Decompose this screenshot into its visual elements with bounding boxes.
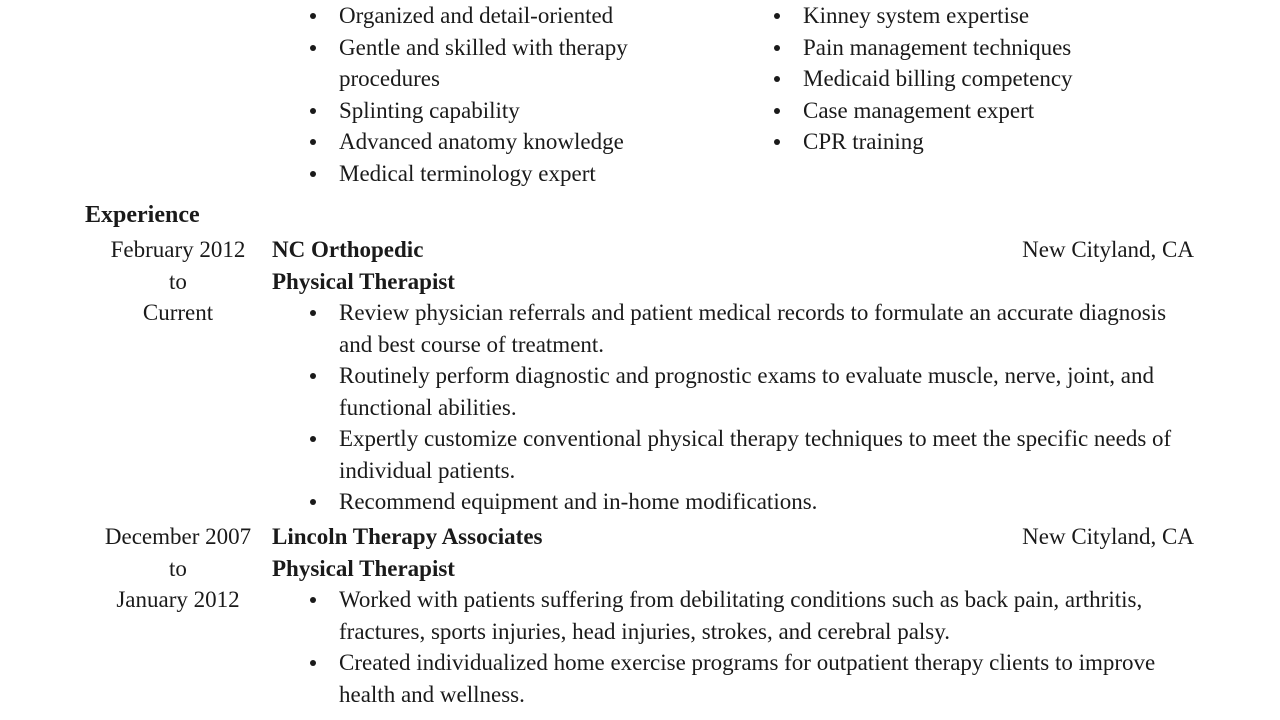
- job-duties: [339, 297, 1189, 518]
- company-name: Lincoln Therapy Associates: [272, 524, 543, 549]
- skill-item: Medicaid billing competency: [803, 63, 1203, 95]
- skill-item: Pain management techniques: [803, 32, 1203, 64]
- duty-item: Recommend equipment and in-home modifications.: [339, 486, 1189, 518]
- duty-item: Worked with patients suffering from debilitating conditions such as back pain, arthritis, fractures, sports injuries, head injuries, strokes, and cerebral palsy.: [339, 584, 1189, 647]
- date-start: February 2012: [110, 237, 246, 262]
- duty-item: Routinely perform diagnostic and prognostic exams to evaluate muscle, nerve, joint, and functional abilities.: [339, 360, 1189, 423]
- duty-item: Review physician referrals and patient medical records to formulate an accurate diagnosis and best course of treatment.: [339, 297, 1189, 360]
- duty-item: Created individualized home exercise programs for outpatient therapy clients to improve health and wellness.: [339, 647, 1189, 710]
- skill-item: Medical terminology expert: [339, 158, 739, 190]
- date-to: to: [169, 268, 187, 294]
- skill-item: Advanced anatomy knowledge: [339, 126, 739, 158]
- skills-list-right: [803, 0, 1203, 158]
- job-location: New Cityland, CA: [1022, 524, 1194, 549]
- duty-item: Expertly customize conventional physical therapy techniques to meet the specific needs of individual patients.: [339, 423, 1189, 486]
- skill-item: Splinting capability: [339, 95, 739, 127]
- skills-list-left: [339, 0, 739, 189]
- skill-item: CPR training: [803, 126, 1203, 158]
- job-dates: [92, 234, 264, 329]
- experience-heading: Experience: [85, 202, 200, 228]
- job-location: New Cityland, CA: [1022, 237, 1194, 262]
- date-to: to: [169, 555, 187, 581]
- date-start: December 2007: [104, 524, 252, 549]
- job-title: Physical Therapist: [272, 555, 455, 581]
- company-name: NC Orthopedic: [272, 237, 424, 262]
- job-dates: [92, 521, 264, 616]
- date-end: January 2012: [116, 587, 240, 612]
- job-title: Physical Therapist: [272, 268, 455, 294]
- skill-item: Kinney system expertise: [803, 0, 1203, 32]
- skill-item: Organized and detail-oriented: [339, 0, 739, 32]
- job-duties: [339, 584, 1189, 710]
- skill-item: Case management expert: [803, 95, 1203, 127]
- skill-item: Gentle and skilled with therapy procedures: [339, 32, 669, 95]
- date-end: Current: [142, 300, 214, 325]
